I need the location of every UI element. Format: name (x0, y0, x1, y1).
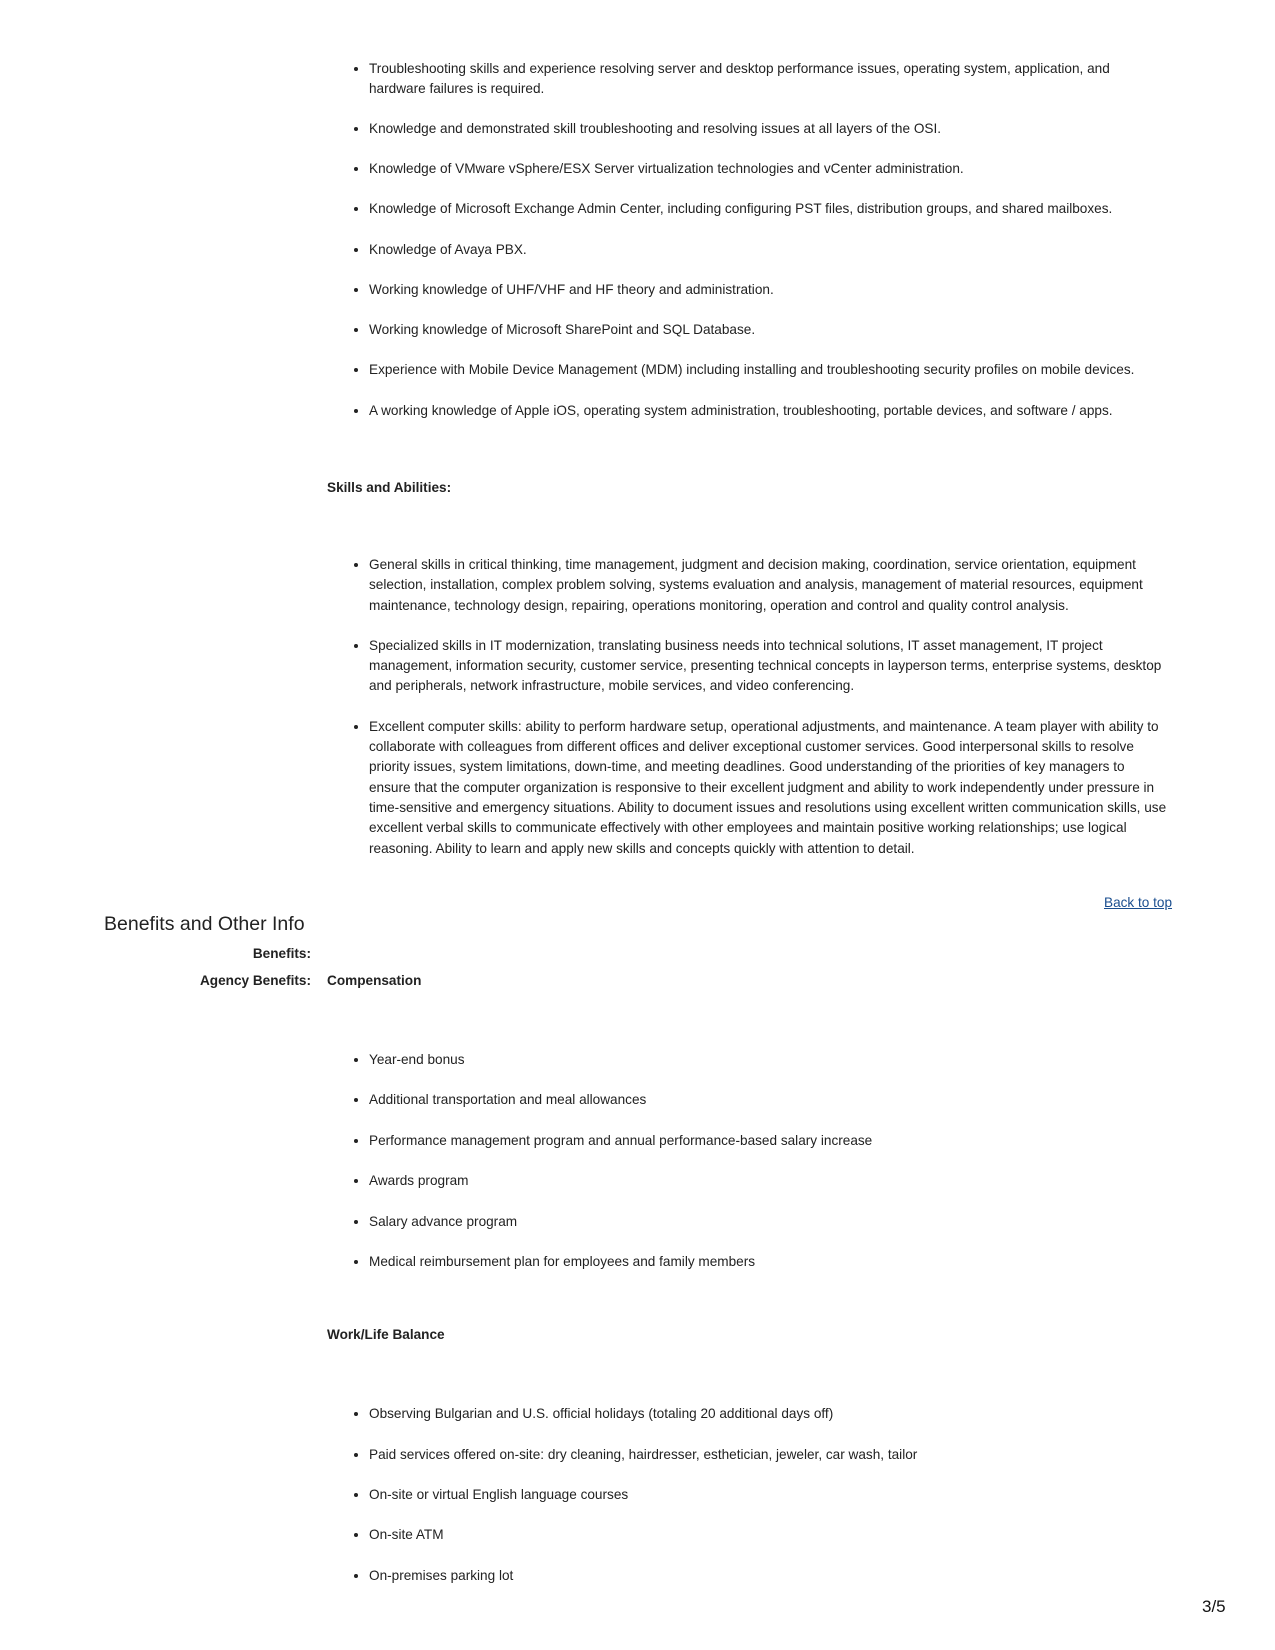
list-item (354, 320, 1169, 340)
bullet-icon (354, 207, 358, 211)
list-item-text: Working knowledge of Microsoft SharePoint and SQL Database. (369, 322, 756, 338)
benefits-label: Benefits: (252, 946, 311, 961)
list-item (354, 717, 1169, 859)
bullet-icon (354, 1139, 358, 1143)
list-item-text: On-premises parking lot (369, 1568, 514, 1584)
bullet-icon (354, 409, 358, 413)
list-item (354, 1171, 1169, 1191)
worklife-list (354, 1404, 1169, 1586)
list-item (354, 280, 1169, 300)
list-item (354, 1566, 1169, 1586)
list-item-text: Additional transportation and meal allowances (369, 1092, 647, 1108)
list-item-text: Year-end bonus (369, 1052, 465, 1067)
list-item (354, 360, 1169, 380)
list-item (354, 555, 1169, 616)
bullet-icon (354, 1220, 358, 1224)
list-item (354, 199, 1169, 219)
list-item-text: Knowledge of Microsoft Exchange Admin Center, including configuring PST files, distribution groups, and shared mailboxes. (369, 201, 1113, 217)
list-item-text: Awards program (369, 1172, 469, 1188)
agency-benefits-label: Agency Benefits: (199, 973, 311, 988)
list-item-text: Performance management program and annual performance-based salary increase (369, 1132, 873, 1148)
bullet-icon (354, 725, 358, 729)
bullet-icon (354, 1453, 358, 1457)
bullet-icon (354, 67, 358, 71)
list-item (354, 401, 1169, 421)
list-item-text: Salary advance program (369, 1213, 518, 1229)
bullet-icon (354, 1574, 358, 1578)
compensation-list (354, 1050, 1169, 1272)
bullet-icon (354, 1058, 358, 1062)
list-item (354, 1131, 1169, 1151)
list-item-text: Specialized skills in IT modernization, translating business needs into technical solutions, IT asset management, IT project management, information security, customer service, presenting technical concepts in layperson terms, enterprise systems, desktop and peripherals, network infrastructure, mobile services, and video conferencing. (369, 637, 1162, 694)
bullet-icon (354, 644, 358, 648)
bullet-icon (354, 248, 358, 252)
list-item-text: Excellent computer skills: ability to perform hardware setup, operational adjustments, and maintenance. A team player with ability to collaborate with colleagues from different offices and deliver exceptional customer services. Good interpersonal skills to resolve priority issues, system limitations, down-time, and meeting deadlines. Good understanding of the priorities of key managers to ensure that the computer organization is responsive to their excellent judgment and ability to work independently under pressure in time-sensitive and emergency situations. Ability to document issues and resolutions using excellent written communication skills, use excellent verbal skills to communicate effectively with other employees and maintain positive working relationships; use logical reasoning. Ability to learn and apply new skills and concepts quickly with attention to detail. (369, 718, 1167, 856)
bullet-icon (354, 288, 358, 292)
list-item (354, 159, 1169, 179)
list-item (354, 119, 1169, 139)
bullet-icon (354, 127, 358, 131)
list-item (354, 636, 1169, 697)
list-item-text: General skills in critical thinking, time management, judgment and decision making, coordination, service orientation, equipment selection, installation, complex problem solving, systems evaluation and analysis, management of material resources, equipment maintenance, technology design, repairing, operations monitoring, operation and control and quality control analysis. (369, 557, 1143, 613)
list-item-text: Observing Bulgarian and U.S. official holidays (totaling 20 additional days off) (369, 1406, 834, 1421)
bullet-icon (354, 1493, 358, 1497)
list-item (354, 59, 1169, 100)
list-item (354, 240, 1169, 260)
list-item (354, 1212, 1169, 1232)
list-item-text: Medical reimbursement plan for employees and family members (369, 1253, 756, 1269)
bullet-icon (354, 1179, 358, 1183)
back-to-top-link[interactable]: Back to top (1104, 895, 1173, 910)
list-item-text: Knowledge of VMware vSphere/ESX Server virtualization technologies and vCenter administration. (369, 160, 964, 176)
list-item-text: Working knowledge of UHF/VHF and HF theory and administration. (369, 282, 774, 298)
list-item-text: On-site ATM (369, 1527, 444, 1543)
page-indicator: 3/5 (1202, 1597, 1226, 1616)
list-item-text: Knowledge of Avaya PBX. (369, 241, 527, 257)
list-item-text: On-site or virtual English language courses (369, 1487, 629, 1503)
bullet-icon (354, 1412, 358, 1416)
list-item (354, 1525, 1169, 1545)
list-item-text: Troubleshooting skills and experience resolving server and desktop performance issues, operating system, application, and hardware failures is required. (369, 61, 1110, 97)
list-item (354, 1050, 1169, 1070)
bullet-icon (354, 563, 358, 567)
bullet-icon (354, 1533, 358, 1537)
list-item-text: Knowledge and demonstrated skill troubleshooting and resolving issues at all layers of the OSI. (369, 120, 942, 136)
list-item (354, 1445, 1169, 1465)
list-item (354, 1485, 1169, 1505)
benefits-section-title: Benefits and Other Info (104, 913, 305, 935)
list-item-text: A working knowledge of Apple iOS, operating system administration, troubleshooting, portable devices, and software / apps. (369, 402, 1113, 418)
bullet-icon (354, 1260, 358, 1264)
worklife-heading: Work/Life Balance (327, 1327, 445, 1342)
bullet-icon (354, 167, 358, 171)
bullet-icon (354, 368, 358, 372)
bullet-icon (354, 1098, 358, 1102)
list-item (354, 1090, 1169, 1110)
compensation-heading: Compensation (327, 973, 422, 988)
bullet-icon (354, 328, 358, 332)
list-item (354, 1404, 1169, 1424)
requirements-list (354, 59, 1169, 421)
list-item-text: Experience with Mobile Device Management (MDM) including installing and troubleshooting security profiles on mobile devices. (369, 362, 1135, 378)
skills-heading: Skills and Abilities: (327, 480, 452, 495)
list-item-text: Paid services offered on-site: dry cleaning, hairdresser, esthetician, jeweler, car wash, tailor (369, 1446, 918, 1462)
skills-list (354, 555, 1169, 859)
list-item (354, 1252, 1169, 1272)
